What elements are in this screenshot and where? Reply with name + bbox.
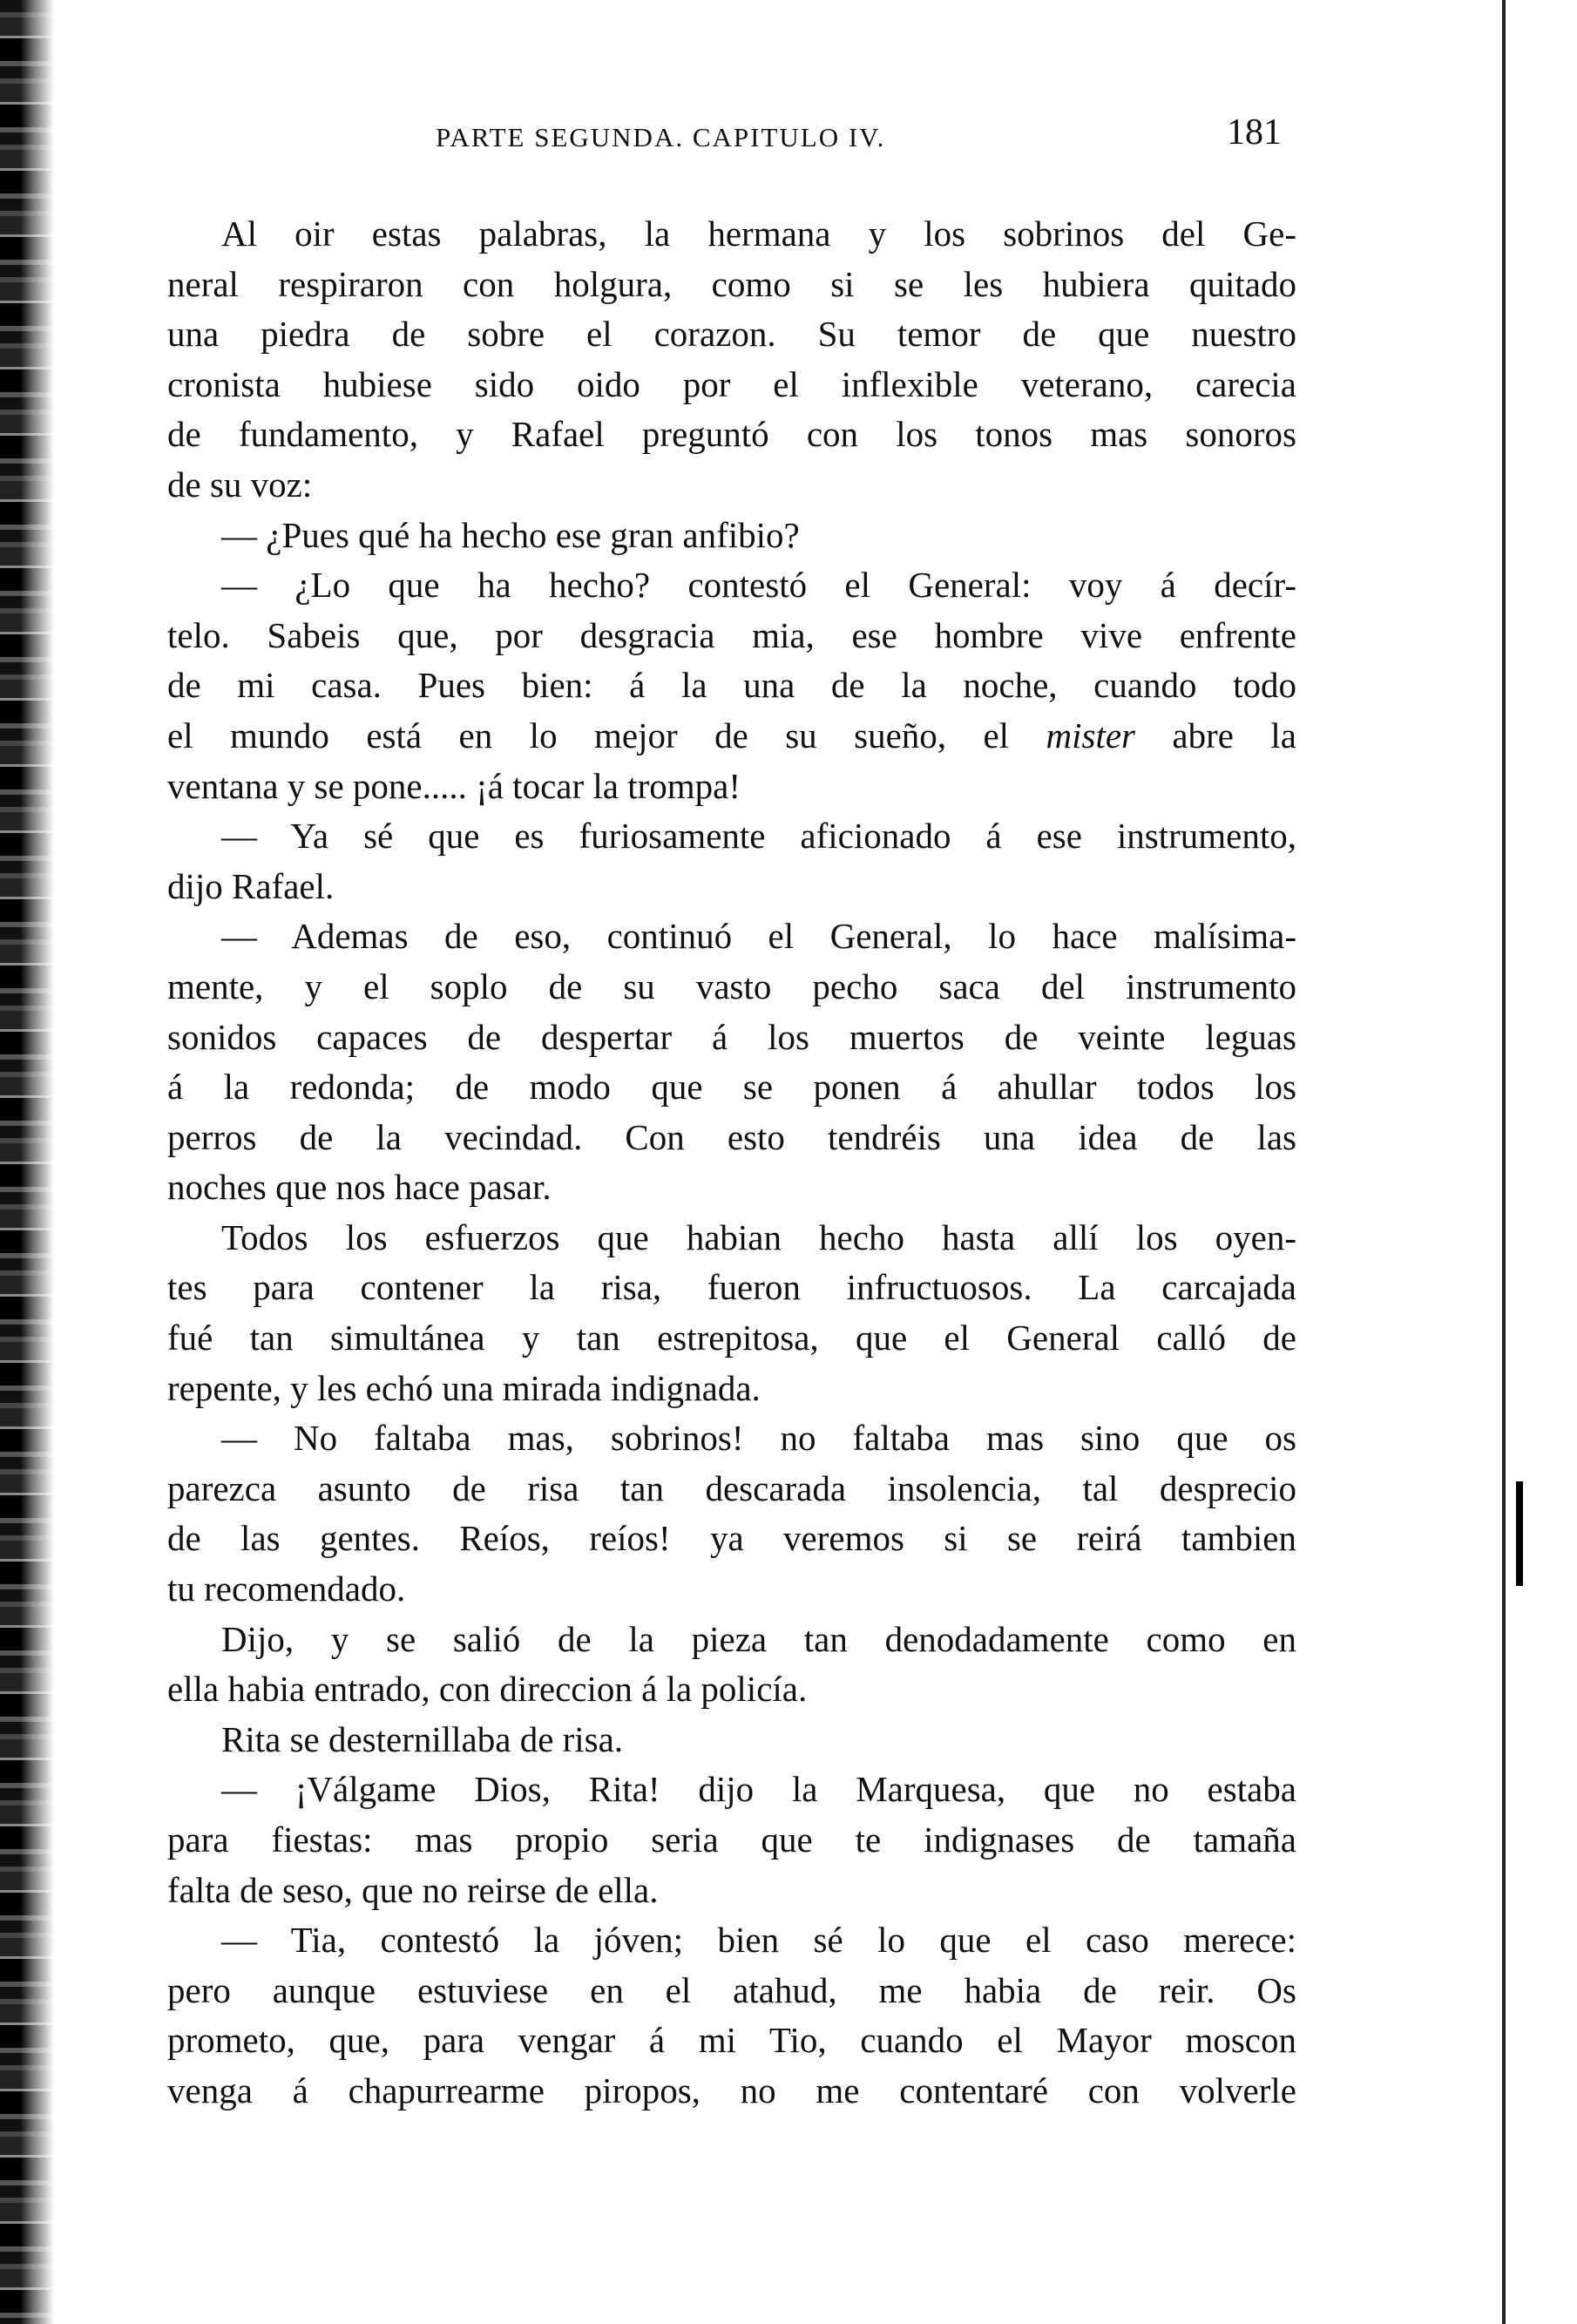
text-line: — ¡Válgame Dios, Rita! dijo la Marquesa, que no estaba bbox=[221, 1769, 1296, 1810]
running-head: PARTE SEGUNDA. CAPITULO IV. bbox=[436, 122, 886, 152]
text-line: parezca asunto de risa tan descarada insolencia, tal desprecio bbox=[167, 1467, 1296, 1508]
text-line: de las gentes. Reíos, reíos! ya veremos si se reirá tambien bbox=[167, 1518, 1296, 1559]
text-segment: abre la bbox=[1134, 715, 1296, 755]
text-line: Rita se desternillaba de risa. bbox=[221, 1718, 624, 1759]
text-line: repente, y les echó una mirada indignada. bbox=[167, 1367, 761, 1408]
text-line: ella habia entrado, con direccion á la policía. bbox=[167, 1669, 808, 1710]
text-line: — ¿Lo que ha hecho? contestó el General: voy á decír- bbox=[221, 565, 1296, 606]
text-line: neral respiraron con holgura, como si se les hubiera quitado bbox=[167, 263, 1296, 304]
text-line: perros de la vecindad. Con esto tendréis una idea de las bbox=[167, 1116, 1296, 1157]
text-line: para fiestas: mas propio seria que te indignases de tamaña bbox=[167, 1819, 1296, 1860]
text-line: Todos los esfuerzos que habian hecho hasta allí los oyen- bbox=[221, 1216, 1296, 1257]
text-line: mente, y el soplo de su vasto pecho saca del instrumento bbox=[167, 966, 1296, 1006]
text-line: sonidos capaces de despertar á los muertos de veinte leguas bbox=[167, 1016, 1296, 1057]
text-line: de fundamento, y Rafael preguntó con los tonos mas sonoros bbox=[167, 414, 1296, 455]
text-line: — Ademas de eso, continuó el General, lo hace malísima- bbox=[221, 916, 1296, 957]
body-text bbox=[167, 209, 1296, 2117]
text-line: ventana y se pone..... ¡á tocar la trompa! bbox=[167, 765, 741, 806]
page-number: 181 bbox=[1227, 112, 1282, 152]
text-line: cronista hubiese sido oido por el inflexible veterano, carecia bbox=[167, 363, 1296, 404]
text-line: de mi casa. Pues bien: á la una de la noche, cuando todo bbox=[167, 665, 1296, 706]
text-line: falta de seso, que no reirse de ella. bbox=[167, 1869, 659, 1910]
text-line: — No faltaba mas, sobrinos! no faltaba mas sino que os bbox=[221, 1418, 1296, 1459]
text-line: una piedra de sobre el corazon. Su temor de que nuestro bbox=[167, 314, 1296, 355]
text-line: — Tia, contestó la jóven; bien sé lo que el caso merece: bbox=[221, 1920, 1296, 1961]
text-line: venga á chapurrearme piropos, no me contentaré con volverle bbox=[167, 2070, 1296, 2111]
text-line: — Ya sé que es furiosamente aficionado á ese instrumento, bbox=[221, 816, 1296, 857]
text-line bbox=[167, 711, 1296, 762]
text-line: — ¿Pues qué ha hecho ese gran anfibio? bbox=[221, 514, 800, 555]
text-line: pero aunque estuviese en el atahud, me habia de reir. Os bbox=[167, 1969, 1296, 2010]
italic-word: mister bbox=[1046, 715, 1135, 755]
text-line: Al oir estas palabras, la hermana y los sobrinos del Ge- bbox=[221, 213, 1296, 254]
text-line: telo. Sabeis que, por desgracia mia, ese hombre vive enfrente bbox=[167, 614, 1296, 655]
text-line: prometo, que, para vengar á mi Tio, cuando el Mayor moscon bbox=[167, 2020, 1296, 2061]
scan-page-edge-mark bbox=[1516, 1481, 1523, 1586]
text-line: tu recomendado. bbox=[167, 1569, 406, 1609]
text-line: tes para contener la risa, fueron infructuosos. La carcajada bbox=[167, 1267, 1296, 1308]
scan-binding-edge bbox=[0, 0, 54, 2324]
text-line: á la redonda; de modo que se ponen á ahullar todos los bbox=[167, 1067, 1296, 1108]
text-line: de su voz: bbox=[167, 464, 313, 505]
text-segment: el mundo está en lo mejor de su sueño, el bbox=[167, 715, 1046, 755]
scan-page-edge bbox=[1502, 0, 1506, 2324]
text-line: fué tan simultánea y tan estrepitosa, que el General calló de bbox=[167, 1318, 1296, 1358]
text-line: dijo Rafael. bbox=[167, 865, 335, 906]
text-line: noches que nos hace pasar. bbox=[167, 1167, 552, 1208]
text-line: Dijo, y se salió de la pieza tan denodadamente como en bbox=[221, 1618, 1296, 1659]
